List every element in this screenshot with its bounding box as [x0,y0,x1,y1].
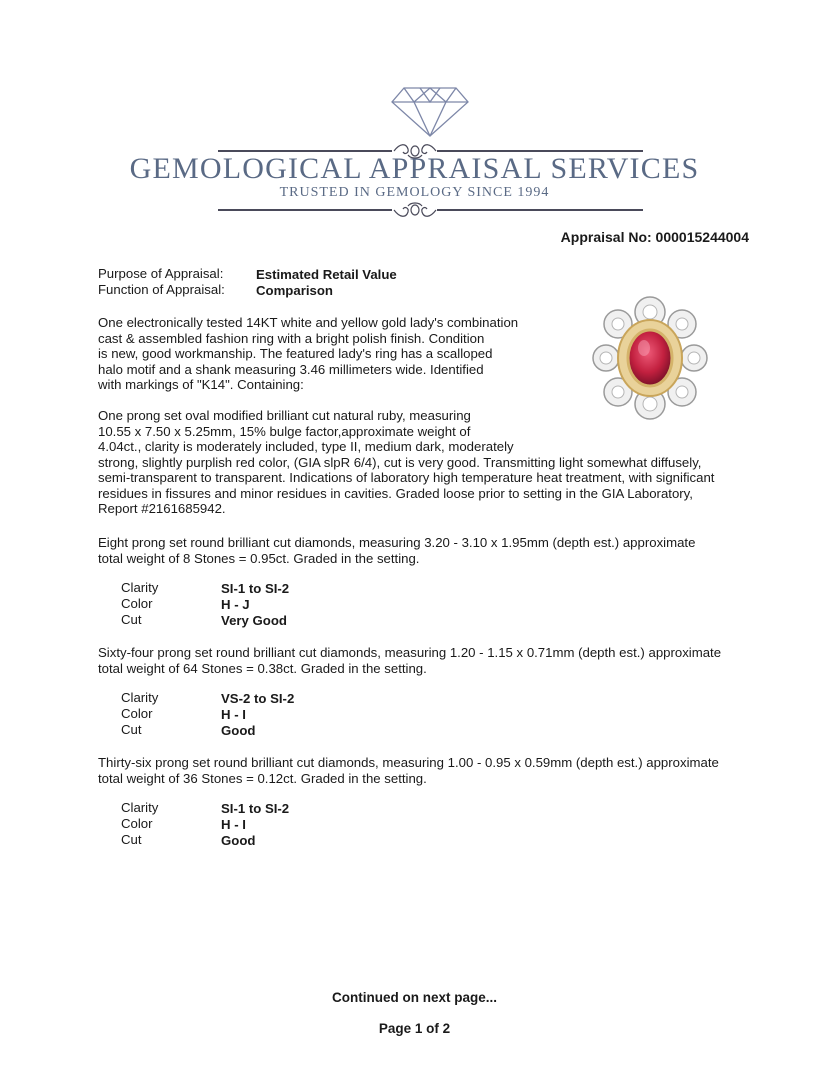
purpose-label: Purpose of Appraisal: [98,266,224,281]
ruby-line: strong, slightly purplish red color, (GIA slpR 6/4), cut is very good. Transmitting light somewhat diffusely, [98,454,702,470]
ruby-line: residues in fissures and minor residues in cavities. Graded loose prior to setting in the GIA Laboratory, [98,485,693,501]
diamond-logo-icon [390,86,470,138]
header-rule-right-bottom [437,209,643,211]
ruby-description [98,408,714,517]
function-label: Function of Appraisal: [98,282,225,297]
ornament-bottom-icon [392,200,438,220]
clarity-label: Clarity [121,800,159,815]
cut-value: Good [221,723,256,738]
purpose-value: Estimated Retail Value [256,267,397,282]
ruby-line: Report #2161685942. [98,501,226,516]
color-label: Color [121,706,153,721]
company-tagline: TRUSTED IN GEMOLOGY SINCE 1994 [279,185,550,200]
color-label: Color [121,816,153,831]
clarity-value: SI-1 to SI-2 [221,581,290,596]
description-line: cast & assembled fashion ring with a bright polish finish. Condition [98,330,485,346]
diamond-group-3 [98,755,719,786]
ring-photo [592,296,708,420]
diamond-group-line: total weight of 64 Stones = 0.38ct. Graded in the setting. [98,660,427,676]
description-line: is new, good workmanship. The featured lady's ring has a scalloped [98,346,493,361]
ruby-line: 10.55 x 7.50 x 5.25mm, 15% bulge factor,approximate weight of [98,423,471,439]
description-line: with markings of "K14". Containing: [98,377,304,392]
diamond-group-line: Sixty-four prong set round brilliant cut diamonds, measuring 1.20 - 1.15 x 0.71mm (depth est.) approximate [98,645,722,660]
page-number: Page 1 of 2 [378,1021,451,1036]
ring-description [98,315,518,393]
clarity-value: VS-2 to SI-2 [221,691,295,706]
appraisal-number: Appraisal No: 000015244004 [560,229,749,245]
diamond-group-line: Eight prong set round brilliant cut diamonds, measuring 3.20 - 3.10 x 1.95mm (depth est.) approximate [98,535,696,550]
ruby-line: 4.04ct., clarity is moderately included, type II, medium dark, moderately [98,439,514,454]
ruby-line: semi-transparent to transparent. Indications of laboratory high temperature heat treatment, with significant [98,470,715,485]
diamond-group-line: total weight of 36 Stones = 0.12ct. Graded in the setting. [98,770,427,786]
color-value: H - J [221,597,250,612]
company-name: GEMOLOGICAL APPRAISAL SERVICES [129,152,700,185]
diamond-group-1 [98,535,695,566]
diamond-group-line: Thirty-six prong set round brilliant cut diamonds, measuring 1.00 - 0.95 x 0.59mm (depth est.) approximate [98,755,719,770]
cut-value: Very Good [221,613,287,628]
clarity-label: Clarity [121,580,159,595]
cut-label: Cut [121,722,142,737]
color-label: Color [121,596,153,611]
color-value: H - I [221,817,246,832]
cut-label: Cut [121,832,142,847]
header-rule-left-bottom [218,209,392,211]
description-line: One electronically tested 14KT white and yellow gold lady's combination [98,315,519,330]
color-value: H - I [221,707,246,722]
diamond-group-line: total weight of 8 Stones = 0.95ct. Graded in the setting. [98,550,420,566]
clarity-label: Clarity [121,690,159,705]
ruby-line: One prong set oval modified brilliant cut natural ruby, measuring [98,408,471,423]
description-line: halo motif and a shank measuring 3.46 millimeters wide. Identified [98,361,484,377]
clarity-value: SI-1 to SI-2 [221,801,290,816]
continued-note: Continued on next page... [332,990,497,1005]
cut-label: Cut [121,612,142,627]
cut-value: Good [221,833,256,848]
diamond-group-2 [98,645,721,676]
function-value: Comparison [256,283,333,298]
